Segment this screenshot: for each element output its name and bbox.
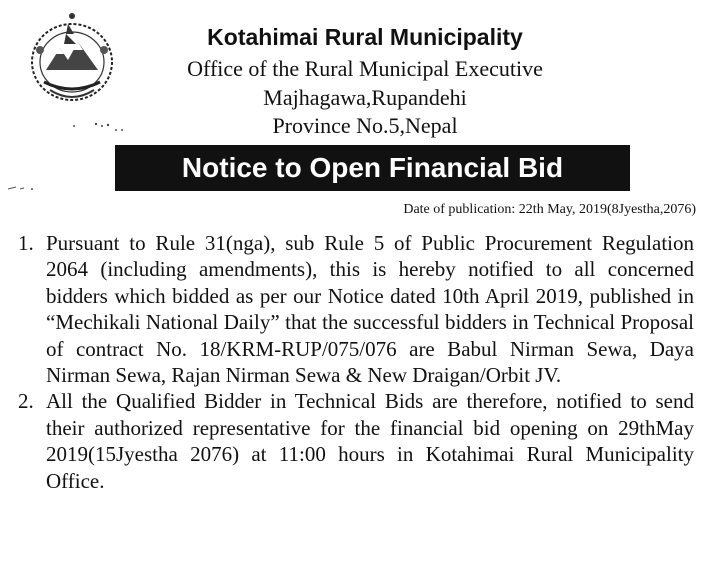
scan-specks — [6, 180, 46, 190]
item-number: 1. — [18, 231, 34, 255]
office-name: Office of the Rural Municipal Executive — [187, 56, 543, 81]
office-address: Majhagawa,Rupandehi — [263, 85, 467, 110]
scan-specks — [70, 118, 130, 134]
notice-item — [18, 230, 694, 388]
nepal-emblem-icon — [16, 10, 128, 110]
item-text: Pursuant to Rule 31(nga), sub Rule 5 of Public Procurement Regulation 2064 (including amendments), this is hereby notified to all concerned bidders which bidded as per our Notice dated 10th April 2019, published in “Mechikali National Daily” that the successful bidders in Technical Proposal of contract No. 18/KRM-RUP/075/076 are Babul Nirman Sewa, Daya Nirman Sewa, Rajan Nirman Sewa & New Draigan/Orbit JV. — [46, 231, 694, 388]
notice-title-banner: Notice to Open Financial Bid — [115, 145, 630, 191]
province-line: Province No.5,Nepal — [272, 113, 458, 138]
organization-name: Kotahimai Rural Municipality — [207, 24, 523, 50]
item-number: 2. — [18, 389, 34, 414]
item-text: All the Qualified Bidder in Technical Bids are therefore, notified to send their authorized representative for the financial bid opening on 29thMay 2019(15Jyestha 2076) at 11:00 hours in Kotahimai Rural Municipality Office. — [46, 389, 694, 493]
publication-date: Date of publication: 22th May, 2019(8Jyestha,2076) — [403, 202, 696, 217]
notice-item — [18, 388, 694, 494]
notice-items — [18, 230, 694, 494]
